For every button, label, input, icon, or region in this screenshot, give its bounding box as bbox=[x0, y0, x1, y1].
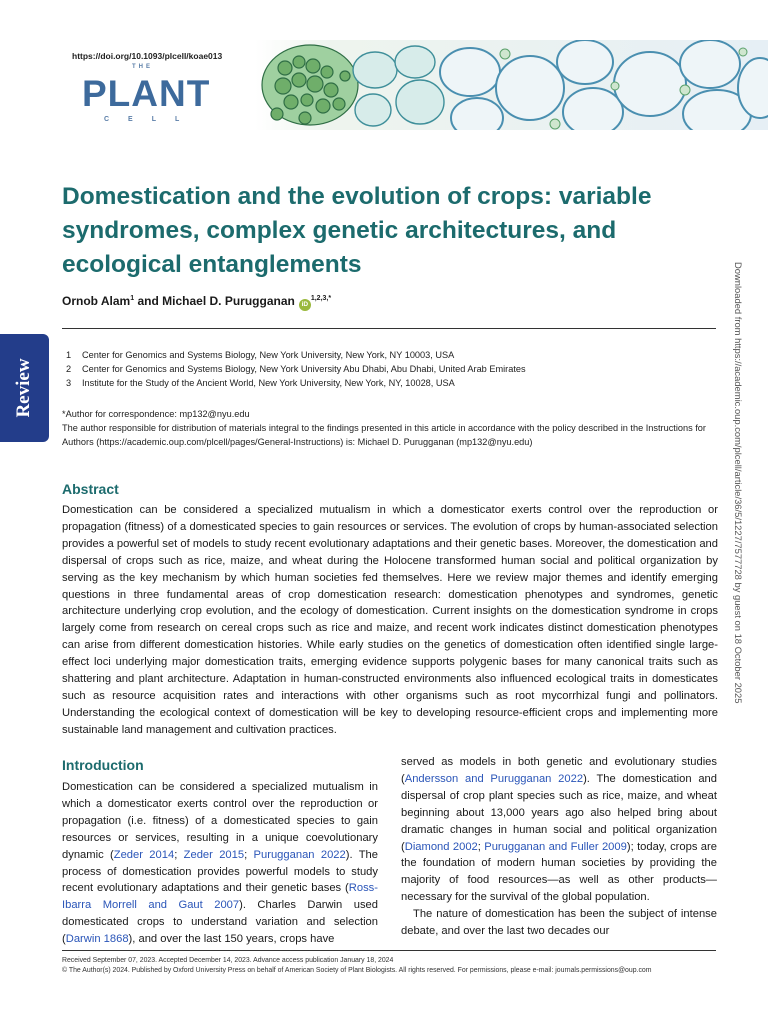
author-line bbox=[62, 294, 331, 311]
affiliation-item bbox=[66, 376, 716, 390]
reference-link[interactable]: Diamond 2002 bbox=[404, 840, 478, 853]
affiliation-item bbox=[66, 348, 716, 362]
affiliation-item bbox=[66, 362, 716, 376]
copyright-notice: © The Author(s) 2024. Published by Oxford University Press on behalf of American Society of Plant Biologists. All rights reserved. For permissions, please e-mail: journals.permissions@oup.com bbox=[62, 967, 652, 974]
body-text: Domestication can be considered a specialized mutualism in which a domesticator exerts control over the reproduction or propagation (i.e. fitness) of a domesticated species to gain resources or services, resulting in a unique coevolutionary dynamic ( bbox=[62, 781, 378, 861]
reference-link[interactable]: Purugganan and Fuller 2009 bbox=[484, 840, 627, 853]
review-tab-label: Review bbox=[13, 358, 34, 418]
body-text: ; bbox=[174, 848, 184, 861]
body-text: served as models in both genetic and evolutionary studies ( bbox=[401, 756, 717, 785]
reference-link[interactable]: Purugganan 2022 bbox=[253, 848, 346, 861]
correspondence-line: *Author for correspondence: mp132@nyu.edu bbox=[62, 409, 250, 419]
author-connector: and bbox=[134, 294, 163, 308]
abstract-heading: Abstract bbox=[62, 481, 119, 497]
affiliation-number: 2 bbox=[66, 364, 72, 374]
title-divider bbox=[62, 328, 716, 329]
footer bbox=[62, 956, 718, 976]
logo-plant: PLANT bbox=[82, 73, 211, 114]
logo-the: THE bbox=[132, 64, 153, 70]
affiliation-text: Center for Genomics and Systems Biology, New York University Abu Dhabi, Abu Dhabi, United Arab Emirates bbox=[82, 364, 526, 374]
body-text: ), and over the last 150 years, crops have bbox=[128, 933, 335, 946]
intro-left-column bbox=[62, 779, 378, 948]
correspondence-notes bbox=[62, 407, 718, 449]
reference-link[interactable]: Ross-Ibarra Morrell and Gaut 2007 bbox=[62, 882, 378, 912]
introduction-heading: Introduction bbox=[62, 757, 144, 773]
reference-link[interactable]: Darwin 1868 bbox=[65, 933, 129, 946]
author-affiliation-sup: 1,2,3,* bbox=[310, 295, 332, 302]
download-note-text: Downloaded from https://academic.oup.com/plcell/article/36/5/1227/7577728 by guest on 18 October 2025 bbox=[733, 262, 744, 704]
abstract-text: Domestication can be considered a specialized mutualism in which a domesticator exerts control over the reproduction or propagation (fitness) of a domesticated species to gain resources or services. The evolution of crops by human-associated selection provides a powerful set of models to study recent evolutionary adaptations and their genetic bases. Moreover, the domestication and dispersal of crops such as rice, maize, and wheat during the Holocene transformed human social and political organization by serving as the key mechanism by which human societies fed themselves. Here we review major themes and identify emerging questions in three fundamental areas of crop domestication research: domestication phenotypes and syndromes, genetic architecture underlying crop evolution, and the ecology of domestication. Current insights on the domestication syndrome in crops largely come from research on cereal crops such as rice and maize, and recent work indicates distinct domestication phenotypes can arise from different domestication histories. While early studies on the genetics of domestication often identified single large-effect loci underlying major domestication traits, emerging evidence supports polygenic bases for many canonical traits such as shattering and plant architecture. Adaptation in human-constructed environments also influenced ecological traits in domesticates such as resource acquisition rates and interactions with other organisms such as root mycorrhizal fungi and pollinators. Understanding the ecological context of domestication will be key to developing resource-efficient crops and implementing more sustainable land management and cultivation practices. bbox=[62, 504, 718, 736]
affiliation-text: Institute for the Study of the Ancient World, New York University, New York, NY, 10028, USA bbox=[82, 378, 455, 388]
body-text: ). The process of domestication provides powerful models to study recent evolutionary adaptations and their genetic bases ( bbox=[62, 848, 378, 895]
doi-link[interactable]: https://doi.org/10.1093/plcell/koae013 bbox=[72, 51, 223, 61]
publication-dates: Received September 07, 2023. Accepted December 14, 2023. Advance access publication January 18, 2024 bbox=[62, 957, 394, 964]
body-text: The nature of domestication has been the subject of intense debate, and over the last two decades our bbox=[401, 908, 717, 938]
author-name: Michael D. Purugganan bbox=[162, 294, 295, 308]
orcid-icon[interactable]: iD bbox=[299, 299, 311, 311]
body-text: ; bbox=[477, 840, 485, 853]
footer-divider bbox=[62, 950, 716, 951]
plant-cell-micrograph-banner bbox=[255, 40, 768, 130]
reference-link[interactable]: Zeder 2014 bbox=[113, 848, 175, 861]
body-text: ; bbox=[244, 848, 254, 861]
affiliations-list bbox=[66, 348, 716, 390]
reference-link[interactable]: Zeder 2015 bbox=[183, 848, 245, 861]
article-title: Domestication and the evolution of crops: variable syndromes, complex genetic architectures, and ecological entanglements bbox=[62, 183, 652, 278]
affiliation-number: 3 bbox=[66, 378, 72, 388]
author-name: Ornob Alam bbox=[62, 294, 131, 308]
body-text: ). The domestication and dispersal of crop plant species such as rice, maize, and wheat beginning about 13,000 years ago also helped bring about dramatic changes in human social and political organization ( bbox=[401, 772, 717, 853]
plant-cell-logo bbox=[82, 64, 211, 128]
dense-cell-cluster bbox=[262, 45, 358, 125]
affiliation-number: 1 bbox=[66, 350, 72, 360]
review-tab bbox=[0, 334, 49, 442]
responsibility-note: The author responsible for distribution of materials integral to the findings presented in this article in accordance with the policy described in the Instructions for Authors (https://academic.oup.com/plcell/pages/General-Instructions) is: Michael D. Purugganan (mp132@nyu.edu) bbox=[62, 423, 706, 447]
author-affiliation-sup: 1 bbox=[130, 295, 135, 302]
affiliation-text: Center for Genomics and Systems Biology, New York University, New York, NY 10003, USA bbox=[82, 350, 455, 360]
logo-cell: CELL bbox=[104, 116, 199, 123]
reference-link[interactable]: Andersson and Purugganan 2022 bbox=[404, 772, 584, 785]
body-text: ). Charles Darwin used domesticated crops to understand variation and selection ( bbox=[62, 899, 378, 946]
body-text: ); today, crops are the foundation of modern human societies by providing the majority of food resources—as well as other products—necessary for the survival of the global population. bbox=[401, 840, 717, 904]
intro-right-column bbox=[401, 754, 717, 940]
